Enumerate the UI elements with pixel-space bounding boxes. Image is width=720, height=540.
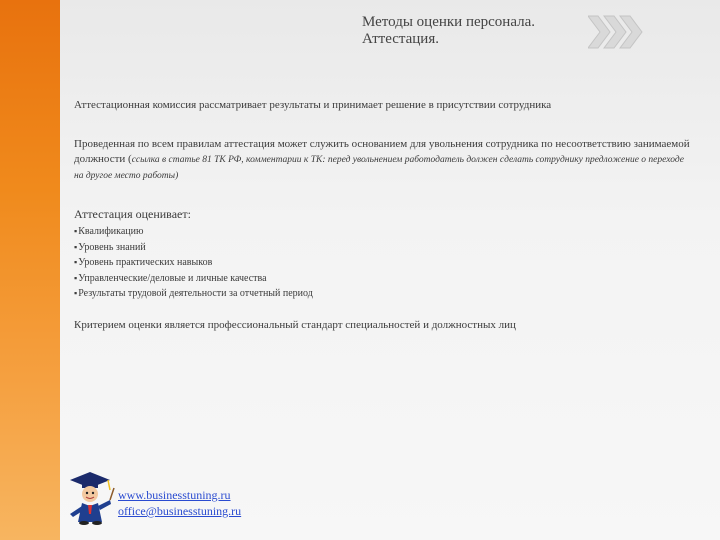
paragraph-commission: Аттестационная комиссия рассматривает результаты и принимает решение в присутствии сотрудника [74, 99, 552, 111]
graduate-mascot-icon [64, 470, 116, 526]
paragraph-standard: Критерием оценки является профессиональный стандарт специальностей и должностных лиц [74, 319, 516, 331]
email-link[interactable]: office@businesstuning.ru [118, 504, 242, 518]
footer-links [118, 487, 241, 519]
paragraph-dismissal-note: ссылка в статье 81 ТК РФ, комментарии к ТК: перед увольнением работодатель должен сделать сотруднику предложение о переходе на другое место работы) [74, 155, 684, 181]
website-link[interactable]: www.businesstuning.ru [118, 488, 231, 502]
paragraph-evaluates-heading: Аттестация оценивает: [74, 207, 191, 221]
paragraph-dismissal [74, 137, 694, 184]
title-line-1: Методы оценки персонала. [362, 14, 536, 30]
list-item: ▪ Квалификацию [74, 224, 313, 240]
list-item: ▪ Управленческие/деловые и личные качества [74, 271, 313, 287]
list-item: ▪ Уровень практических навыков [74, 255, 313, 271]
title-line-2: Аттестация. [362, 31, 439, 47]
orange-side-bar [0, 0, 60, 540]
slide-title [362, 14, 592, 48]
list-item: ▪ Результаты трудовой деятельности за отчетный период [74, 286, 313, 302]
paragraph-dismissal-main: Проведенная по всем правилам аттестация может служить основанием для увольнения сотрудника по несоответствию занимаемой должности ( [74, 138, 690, 165]
criteria-list [74, 224, 313, 302]
double-chevron-right-icon [588, 14, 644, 50]
list-item: ▪ Уровень знаний [74, 240, 313, 256]
